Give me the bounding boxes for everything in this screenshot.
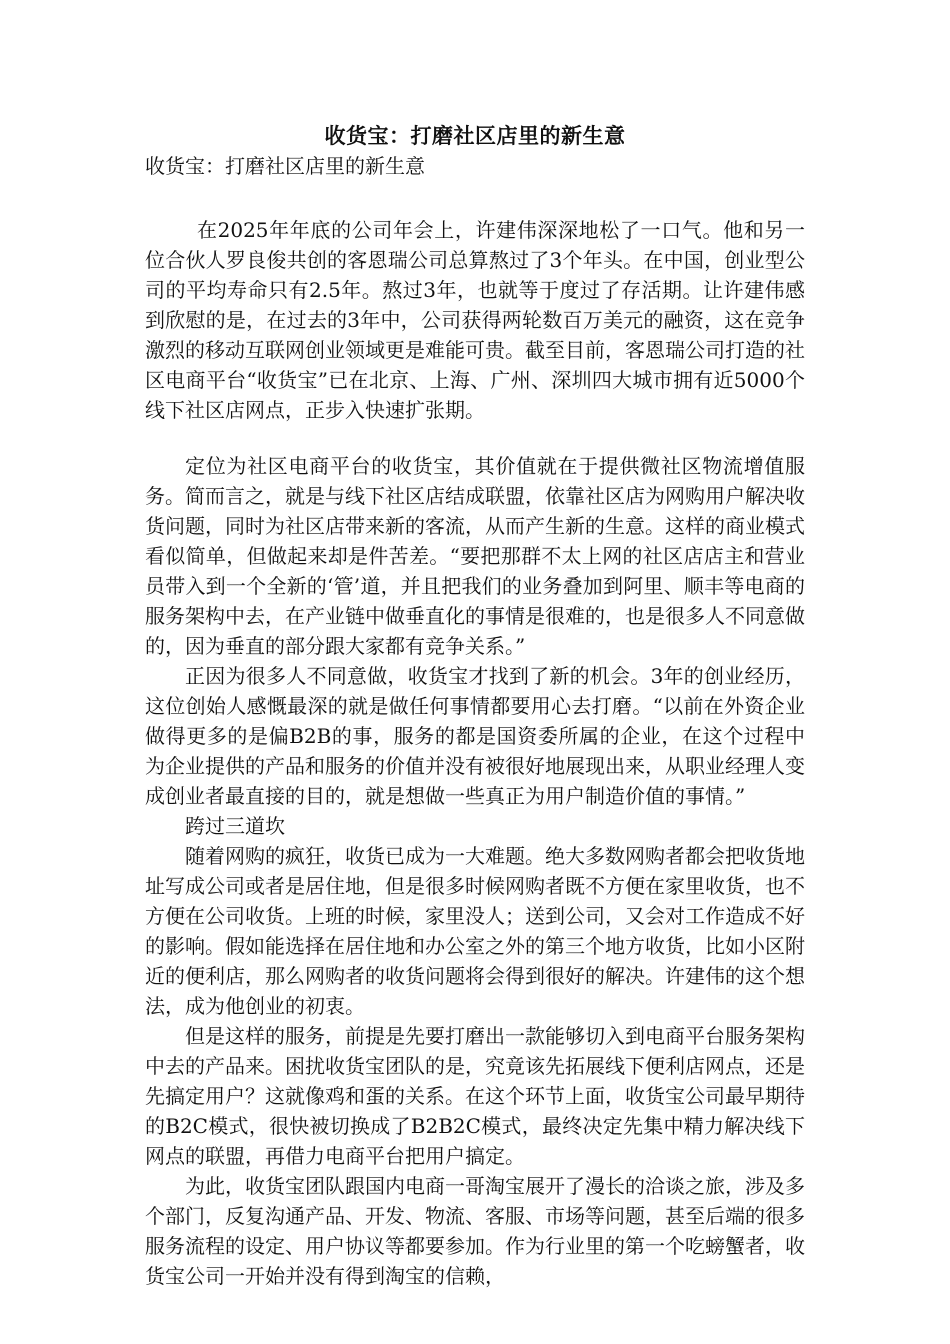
document-subtitle: 收货宝：打磨社区店里的新生意 [145,154,425,178]
paragraph-3: 正因为很多人不同意做，收货宝才找到了新的机会。3年的创业经历，这位创始人感慨最深的就是做任何事情都要用心去打磨。“以前在外资企业做得更多的是偏B2B的事，服务的都是国资委所属的企业，在这个过程中为企业提供的产品和服务的价值并没有被很好地展现出来，从职业经理人变成创业者最直接的目的，就是想做一些真正为用户制造价值的事情。” [145,664,805,808]
paragraph-6: 为此，收货宝团队跟国内电商一哥淘宝展开了漫长的洽谈之旅，涉及多个部门，反复沟通产品、开发、物流、客服、市场等问题，甚至后端的很多服务流程的设定、用户协议等都要参加。作为行业里的第一个吃螃蟹者，收货宝公司一开始并没有得到淘宝的信赖， [145,1174,805,1288]
document-page [145,121,805,1291]
paragraph-1: 在2025年年底的公司年会上，许建伟深深地松了一口气。他和另一位合伙人罗良俊共创的客恩瑞公司总算熬过了3个年头。在中国，创业型公司的平均寿命只有2.5年。熬过3年，也就等于度过了存活期。让许建伟感到欣慰的是，在过去的3年中，公司获得两轮数百万美元的融资，这在竞争激烈的移动互联网创业领域更是难能可贵。截至目前，客恩瑞公司打造的社区电商平台“收货宝”已在北京、上海、广州、深圳四大城市拥有近5000个线下社区店网点，正步入快速扩张期。 [145,218,805,422]
paragraph-5: 但是这样的服务，前提是先要打磨出一款能够切入到电商平台服务架构中去的产品来。困扰收货宝团队的是，究竟该先拓展线下便利店网点，还是先搞定用户？这就像鸡和蛋的关系。在这个环节上面，收货宝公司最早期待的B2C模式，很快被切换成了B2B2C模式，最终决定先集中精力解决线下网点的联盟，再借力电商平台把用户搞定。 [145,1024,805,1168]
paragraph-4: 随着网购的疯狂，收货已成为一大难题。绝大多数网购者都会把收货地址写成公司或者是居住地，但是很多时候网购者既不方便在家里收货，也不方便在公司收货。上班的时候，家里没人；送到公司，又会对工作造成不好的影响。假如能选择在居住地和办公室之外的第三个地方收货，比如小区附近的便利店，那么网购者的收货问题将会得到很好的解决。许建伟的这个想法，成为他创业的初衷。 [145,844,805,1018]
paragraph-2: 定位为社区电商平台的收货宝，其价值就在于提供微社区物流增值服务。简而言之，就是与线下社区店结成联盟，依靠社区店为网购用户解决收货问题，同时为社区店带来新的客流，从而产生新的生意。这样的商业模式看似简单，但做起来却是件苦差。“要把那群不太上网的社区店店主和营业员带入到一个全新的‘管’道，并且把我们的业务叠加到阿里、顺丰等电商的服务架构中去，在产业链中做垂直化的事情是很难的，也是很多人不同意做的，因为垂直的部分跟大家都有竞争关系。” [145,454,805,658]
spacer [145,425,805,451]
section-heading: 跨过三道坎 [185,814,285,838]
document-title: 收货宝：打磨社区店里的新生意 [324,123,626,148]
spacer [145,181,805,215]
